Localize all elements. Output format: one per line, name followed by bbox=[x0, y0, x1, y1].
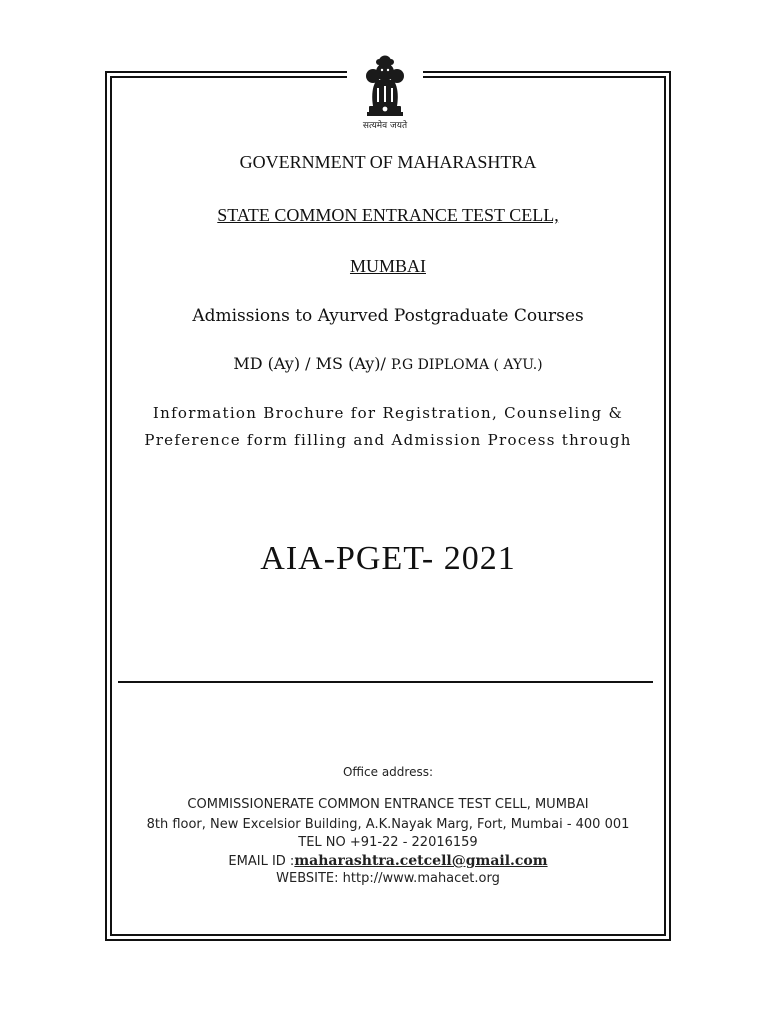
brochure-description-line-1: Information Brochure for Registration, Counseling & bbox=[152, 404, 624, 422]
course-separator: / bbox=[300, 354, 316, 373]
office-address-label: Office address: bbox=[342, 765, 434, 779]
lion-capital-icon bbox=[359, 50, 411, 118]
office-email bbox=[110, 853, 666, 869]
emblem-motto: सत्यमेव जयते bbox=[362, 121, 408, 131]
office-website[interactable]: WEBSITE: http://www.mahacet.org bbox=[276, 871, 500, 886]
email-label: EMAIL ID : bbox=[228, 854, 295, 869]
office-street-address: 8th floor, New Excelsior Building, A.K.Nayak Marg, Fort, Mumbai - 400 001 bbox=[146, 817, 630, 832]
course-ms: MS (Ay) bbox=[315, 354, 381, 373]
course-diploma: P.G DIPLOMA ( AYU.) bbox=[391, 357, 543, 373]
government-title: GOVERNMENT OF MAHARASHTRA bbox=[239, 152, 537, 172]
divider bbox=[118, 681, 653, 683]
office-name: COMMISSIONERATE COMMON ENTRANCE TEST CELL, MUMBAI bbox=[187, 797, 589, 812]
course-md: MD (Ay) bbox=[233, 354, 301, 373]
email-address[interactable]: maharashtra.cetcell@gmail.com bbox=[294, 853, 548, 869]
course-separator: / bbox=[380, 354, 391, 373]
course-list bbox=[110, 354, 666, 373]
emblem bbox=[347, 44, 423, 136]
cet-cell-title: STATE COMMON ENTRANCE TEST CELL, bbox=[217, 205, 559, 225]
office-telephone: TEL NO +91-22 - 22016159 bbox=[298, 835, 478, 850]
exam-title: AIA-PGET- 2021 bbox=[260, 540, 516, 577]
brochure-description-line-2: Preference form filling and Admission Process through bbox=[144, 431, 632, 449]
admissions-heading: Admissions to Ayurved Postgraduate Courses bbox=[192, 306, 584, 326]
city-title: MUMBAI bbox=[349, 256, 426, 276]
